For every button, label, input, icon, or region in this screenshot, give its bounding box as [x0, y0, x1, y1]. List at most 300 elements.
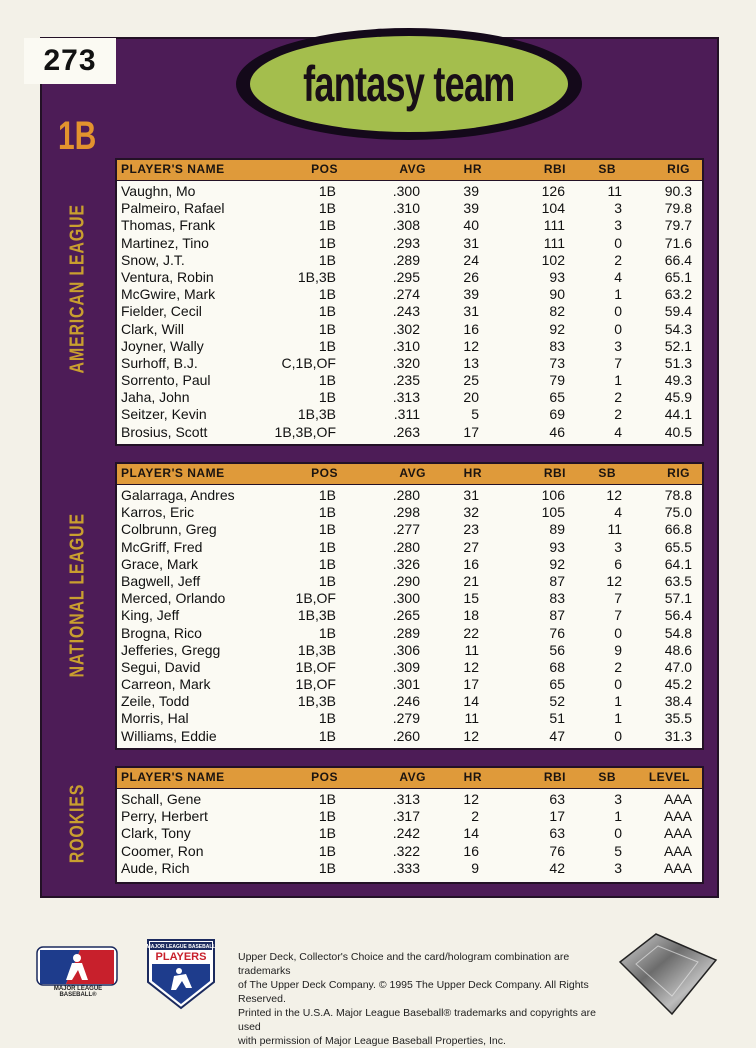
cell-stolen-bases: 3 [614, 200, 622, 217]
cell-stolen-bases: 3 [614, 859, 622, 876]
cell-home-runs: 15 [463, 590, 479, 607]
mlb-caption: MAJOR LEAGUE BASEBALL® [53, 986, 103, 998]
cell-rbi: 47 [549, 727, 565, 744]
cell-batting-average: .263 [392, 423, 420, 440]
cell-position: 1B,3B [297, 693, 336, 710]
cell-player-name: Segui, David [121, 658, 201, 675]
cell-rbi: 76 [549, 624, 565, 641]
players-logo-top-text: MAJOR LEAGUE BASEBALL [146, 944, 216, 950]
cell-batting-average: .242 [392, 825, 420, 842]
cell-position: 1B [318, 521, 336, 538]
position-label: 1B [58, 114, 97, 158]
cell-rating: 49.3 [664, 372, 692, 389]
legal-text [238, 950, 604, 1048]
cell-batting-average: .290 [392, 572, 420, 589]
cell-rbi: 90 [549, 286, 565, 303]
table-header [117, 160, 702, 181]
table-row [117, 556, 702, 573]
table-row [117, 791, 702, 808]
cell-stolen-bases: 0 [614, 320, 622, 337]
cell-rbi: 111 [543, 217, 565, 234]
cell-batting-average: .243 [392, 303, 420, 320]
header-batting-average: AVG [399, 466, 426, 480]
cell-position: 1B [318, 286, 336, 303]
cell-rating: 38.4 [664, 693, 692, 710]
header-position: POS [311, 466, 338, 480]
cell-rbi: 93 [549, 268, 565, 285]
header-rating: RIG [667, 162, 690, 176]
cell-player-name: Ventura, Robin [121, 268, 214, 285]
table-row [117, 693, 702, 710]
cell-rating: 79.7 [664, 217, 692, 234]
cell-stolen-bases: 3 [614, 217, 622, 234]
table-row [117, 573, 702, 590]
cell-batting-average: .279 [392, 710, 420, 727]
cell-position: 1B [318, 538, 336, 555]
cell-home-runs: 5 [471, 406, 479, 423]
header-home-runs: HR [463, 770, 482, 784]
table-row [117, 389, 702, 406]
cell-home-runs: 23 [463, 521, 479, 538]
cell-rating: 52.1 [664, 337, 692, 354]
cell-batting-average: .322 [392, 842, 420, 859]
table-row [117, 521, 702, 538]
cell-player-name: Aude, Rich [121, 859, 190, 876]
cell-position: 1B [318, 320, 336, 337]
cell-position: 1B,3B [297, 268, 336, 285]
table-row [117, 424, 702, 441]
table-row [117, 269, 702, 286]
cell-position: 1B [318, 710, 336, 727]
cell-batting-average: .302 [392, 320, 420, 337]
table-row [117, 659, 702, 676]
cell-stolen-bases: 9 [614, 641, 622, 658]
cell-rbi: 83 [549, 590, 565, 607]
cell-player-name: Seitzer, Kevin [121, 406, 207, 423]
table-row [117, 825, 702, 842]
cell-batting-average: .280 [392, 538, 420, 555]
cell-rating: 79.8 [664, 200, 692, 217]
header-rbi: RBI [543, 162, 566, 176]
cell-position: 1B,3B,OF [274, 423, 336, 440]
cell-home-runs: 2 [471, 808, 479, 825]
header-batting-average: AVG [399, 162, 426, 176]
cell-rbi: 92 [549, 555, 565, 572]
cell-rating: AAA [663, 791, 692, 807]
cell-rbi: 46 [549, 423, 565, 440]
cell-position: 1B [318, 504, 336, 521]
cell-rbi: 83 [549, 337, 565, 354]
header-player-name: PLAYER'S NAME [121, 162, 225, 176]
league-label-national: NATIONAL LEAGUE [66, 513, 89, 678]
cell-batting-average: .308 [392, 217, 420, 234]
cell-rating: 59.4 [664, 303, 692, 320]
cell-home-runs: 17 [463, 423, 479, 440]
cell-position: 1B [318, 825, 336, 842]
cell-player-name: Palmeiro, Rafael [121, 200, 225, 217]
cell-batting-average: .300 [392, 183, 420, 199]
cell-position: 1B,OF [295, 658, 336, 675]
cell-stolen-bases: 5 [614, 842, 622, 859]
cell-player-name: Schall, Gene [121, 791, 202, 807]
cell-player-name: Colbrunn, Greg [121, 521, 217, 538]
cell-position: 1B [318, 727, 336, 744]
cell-position: 1B [318, 487, 336, 503]
cell-batting-average: .320 [392, 354, 420, 371]
cell-rbi: 93 [549, 538, 565, 555]
cell-player-name: Galarraga, Andres [121, 487, 235, 503]
hologram-icon [616, 930, 720, 1016]
cell-player-name: Surhoff, B.J. [121, 354, 198, 371]
table-row [117, 235, 702, 252]
cell-stolen-bases: 7 [614, 590, 622, 607]
cell-home-runs: 11 [464, 641, 479, 658]
cell-batting-average: .289 [392, 251, 420, 268]
header-rating: RIG [667, 466, 690, 480]
header-stolen-bases: SB [598, 466, 616, 480]
cell-home-runs: 31 [463, 303, 479, 320]
cell-player-name: Coomer, Ron [121, 842, 204, 859]
cell-home-runs: 14 [463, 693, 479, 710]
cell-position: 1B,3B [297, 406, 336, 423]
cell-player-name: Merced, Orlando [121, 590, 226, 607]
table-row [117, 338, 702, 355]
cell-home-runs: 11 [464, 710, 479, 727]
cell-rating: 40.5 [664, 423, 692, 440]
cell-position: 1B,OF [295, 676, 336, 693]
cell-home-runs: 17 [463, 676, 479, 693]
cell-batting-average: .317 [392, 808, 420, 825]
cell-home-runs: 13 [463, 354, 479, 371]
table-row [117, 808, 702, 825]
cell-batting-average: .274 [392, 286, 420, 303]
cell-batting-average: .277 [392, 521, 420, 538]
cell-rbi: 111 [543, 234, 565, 251]
rookies-table [115, 766, 704, 884]
cell-rbi: 51 [549, 710, 565, 727]
cell-batting-average: .310 [392, 200, 420, 217]
cell-batting-average: .333 [392, 859, 420, 876]
cell-batting-average: .300 [392, 590, 420, 607]
header-player-name: PLAYER'S NAME [121, 770, 225, 784]
players-association-logo [146, 938, 216, 1010]
cell-rbi: 63 [549, 791, 565, 807]
cell-rbi: 106 [541, 487, 565, 503]
cell-rbi: 102 [541, 251, 565, 268]
cell-player-name: Clark, Tony [121, 825, 191, 842]
cell-rating: 57.1 [664, 590, 692, 607]
cell-home-runs: 16 [463, 842, 479, 859]
cell-stolen-bases: 0 [614, 727, 622, 744]
players-logo-word: PLAYERS [155, 951, 207, 963]
cell-position: 1B [318, 842, 336, 859]
cell-rating: AAA [663, 859, 692, 876]
cell-rating: 45.2 [664, 676, 692, 693]
header-position: POS [311, 770, 338, 784]
table-header [117, 464, 702, 485]
table-header [117, 768, 702, 789]
cell-rating: 54.3 [664, 320, 692, 337]
cell-stolen-bases: 6 [614, 555, 622, 572]
cell-position: 1B,OF [295, 590, 336, 607]
cell-position: 1B,3B [297, 641, 336, 658]
cell-rating: 48.6 [664, 641, 692, 658]
table-row [117, 406, 702, 423]
cell-stolen-bases: 4 [614, 504, 622, 521]
cell-player-name: Brogna, Rico [121, 624, 202, 641]
cell-player-name: Jefferies, Gregg [121, 641, 221, 658]
table-row [117, 728, 702, 745]
cell-rbi: 65 [549, 676, 565, 693]
cell-home-runs: 27 [463, 538, 479, 555]
title-oval [250, 36, 568, 132]
cell-player-name: Brosius, Scott [121, 423, 208, 440]
cell-stolen-bases: 1 [614, 808, 622, 825]
header-player-name: PLAYER'S NAME [121, 466, 225, 480]
cell-home-runs: 16 [463, 320, 479, 337]
cell-position: 1B [318, 572, 336, 589]
cell-rbi: 105 [541, 504, 565, 521]
cell-rating: AAA [663, 842, 692, 859]
cell-player-name: Morris, Hal [121, 710, 189, 727]
cell-stolen-bases: 2 [614, 251, 622, 268]
cell-position: 1B [318, 372, 336, 389]
card-number: 273 [24, 38, 116, 84]
cell-batting-average: .280 [392, 487, 420, 503]
cell-player-name: Joyner, Wally [121, 337, 204, 354]
cell-player-name: Zeile, Todd [121, 693, 190, 710]
cell-batting-average: .301 [392, 676, 420, 693]
cell-position: 1B [318, 859, 336, 876]
cell-player-name: McGwire, Mark [121, 286, 216, 303]
cell-home-runs: 12 [463, 337, 479, 354]
cell-stolen-bases: 1 [614, 710, 622, 727]
legal-line-2: of The Upper Deck Company. © 1995 The Upper Deck Company. All Rights Reserved. [238, 979, 589, 1005]
cell-rating: 64.1 [664, 555, 692, 572]
cell-rating: AAA [663, 808, 692, 825]
cell-home-runs: 14 [463, 825, 479, 842]
legal-line-1: Upper Deck, Collector's Choice and the card/hologram combination are trademarks [238, 951, 570, 977]
cell-position: 1B [318, 200, 336, 217]
table-row [117, 642, 702, 659]
cell-rbi: 17 [549, 808, 565, 825]
cell-stolen-bases: 1 [614, 693, 622, 710]
cell-rating: 63.5 [664, 572, 692, 589]
cell-home-runs: 12 [463, 658, 479, 675]
cell-home-runs: 22 [463, 624, 479, 641]
cell-rating: 78.8 [664, 487, 692, 503]
cell-home-runs: 12 [463, 727, 479, 744]
cell-home-runs: 31 [463, 487, 479, 503]
cell-position: 1B [318, 791, 336, 807]
cell-rating: 45.9 [664, 389, 692, 406]
cell-rbi: 42 [549, 859, 565, 876]
header-batting-average: AVG [399, 770, 426, 784]
cell-rating: 66.8 [664, 521, 692, 538]
table-row [117, 504, 702, 521]
header-stolen-bases: SB [598, 770, 616, 784]
table-row [117, 539, 702, 556]
cell-stolen-bases: 12 [606, 572, 622, 589]
table-row [117, 843, 702, 860]
cell-stolen-bases: 2 [614, 389, 622, 406]
header-rbi: RBI [543, 770, 566, 784]
cell-position: 1B [318, 217, 336, 234]
cell-rbi: 104 [541, 200, 565, 217]
cell-home-runs: 32 [463, 504, 479, 521]
table-row [117, 355, 702, 372]
table-row [117, 625, 702, 642]
cell-rating: 31.3 [664, 727, 692, 744]
table-row [117, 321, 702, 338]
cell-batting-average: .289 [392, 624, 420, 641]
cell-rating: 65.5 [664, 538, 692, 555]
cell-rbi: 52 [549, 693, 565, 710]
cell-stolen-bases: 0 [614, 676, 622, 693]
cell-rbi: 126 [541, 183, 565, 199]
cell-rbi: 73 [549, 354, 565, 371]
cell-rbi: 89 [549, 521, 565, 538]
header-rbi: RBI [543, 466, 566, 480]
legal-line-3: Printed in the U.S.A. Major League Baseball® trademarks and copyrights are used [238, 1007, 596, 1033]
cell-stolen-bases: 4 [614, 423, 622, 440]
card-title: fantasy team [303, 56, 515, 112]
cell-batting-average: .235 [392, 372, 420, 389]
cell-batting-average: .306 [392, 641, 420, 658]
cell-stolen-bases: 12 [606, 487, 622, 503]
cell-position: 1B [318, 555, 336, 572]
cell-home-runs: 26 [463, 268, 479, 285]
cell-player-name: Clark, Will [121, 320, 184, 337]
cell-stolen-bases: 0 [614, 825, 622, 842]
cell-batting-average: .246 [392, 693, 420, 710]
cell-position: 1B [318, 389, 336, 406]
cell-home-runs: 39 [463, 183, 479, 199]
cell-rating: 47.0 [664, 658, 692, 675]
cell-stolen-bases: 7 [614, 607, 622, 624]
cell-home-runs: 9 [471, 859, 479, 876]
cell-stolen-bases: 4 [614, 268, 622, 285]
cell-position: 1B [318, 234, 336, 251]
cell-player-name: Bagwell, Jeff [121, 572, 201, 589]
cell-batting-average: .310 [392, 337, 420, 354]
cell-home-runs: 40 [463, 217, 479, 234]
cell-stolen-bases: 0 [614, 624, 622, 641]
cell-stolen-bases: 2 [614, 406, 622, 423]
cell-rating: 75.0 [664, 504, 692, 521]
cell-player-name: McGriff, Fred [121, 538, 203, 555]
cell-player-name: Williams, Eddie [121, 727, 217, 744]
cell-position: 1B [318, 251, 336, 268]
header-position: POS [311, 162, 338, 176]
cell-stolen-bases: 11 [607, 521, 622, 538]
national-league-table [115, 462, 704, 750]
header-home-runs: HR [463, 466, 482, 480]
cell-stolen-bases: 1 [614, 286, 622, 303]
cell-home-runs: 18 [463, 607, 479, 624]
cell-home-runs: 12 [463, 791, 479, 807]
cell-batting-average: .326 [392, 555, 420, 572]
cell-home-runs: 20 [463, 389, 479, 406]
cell-position: 1B [318, 183, 336, 199]
cell-home-runs: 21 [463, 572, 479, 589]
cell-rbi: 68 [549, 658, 565, 675]
cell-batting-average: .265 [392, 607, 420, 624]
cell-player-name: Snow, J.T. [121, 251, 185, 268]
cell-rating: 44.1 [664, 406, 692, 423]
cell-rating: 65.1 [664, 268, 692, 285]
cell-rating: 90.3 [664, 183, 692, 199]
cell-home-runs: 24 [463, 251, 479, 268]
table-row [117, 372, 702, 389]
cell-home-runs: 39 [463, 286, 479, 303]
american-league-table [115, 158, 704, 446]
cell-rating: 56.4 [664, 607, 692, 624]
cell-stolen-bases: 3 [614, 538, 622, 555]
cell-rbi: 92 [549, 320, 565, 337]
cell-player-name: Grace, Mark [121, 555, 199, 572]
cell-home-runs: 31 [463, 234, 479, 251]
cell-position: C,1B,OF [281, 354, 336, 371]
cell-player-name: King, Jeff [121, 607, 180, 624]
cell-rating: 63.2 [664, 286, 692, 303]
cell-batting-average: .313 [392, 791, 420, 807]
table-row [117, 710, 702, 727]
cell-rbi: 87 [549, 572, 565, 589]
cell-rating: 54.8 [664, 624, 692, 641]
header-rating: LEVEL [648, 770, 690, 784]
cell-rbi: 87 [549, 607, 565, 624]
cell-position: 1B [318, 808, 336, 825]
cell-home-runs: 39 [463, 200, 479, 217]
cell-rating: 35.5 [664, 710, 692, 727]
cell-rbi: 82 [549, 303, 565, 320]
cell-stolen-bases: 3 [614, 337, 622, 354]
cell-batting-average: .298 [392, 504, 420, 521]
table-row [117, 217, 702, 234]
cell-stolen-bases: 3 [614, 791, 622, 807]
table-row [117, 252, 702, 269]
table-row [117, 607, 702, 624]
cell-player-name: Thomas, Frank [121, 217, 216, 234]
league-label-american: AMERICAN LEAGUE [66, 204, 89, 374]
cell-player-name: Karros, Eric [121, 504, 195, 521]
cell-home-runs: 25 [463, 372, 479, 389]
cell-stolen-bases: 0 [614, 303, 622, 320]
cell-rbi: 76 [549, 842, 565, 859]
cell-rating: 51.3 [664, 354, 692, 371]
cell-player-name: Jaha, John [121, 389, 190, 406]
table-row [117, 183, 702, 200]
header-stolen-bases: SB [598, 162, 616, 176]
table-row [117, 590, 702, 607]
cell-player-name: Perry, Herbert [121, 808, 208, 825]
cell-player-name: Vaughn, Mo [121, 183, 196, 199]
legal-line-4: with permission of Major League Baseball Properties, Inc. [238, 1035, 506, 1047]
header-home-runs: HR [463, 162, 482, 176]
cell-player-name: Martinez, Tino [121, 234, 209, 251]
cell-stolen-bases: 7 [614, 354, 622, 371]
cell-player-name: Carreon, Mark [121, 676, 211, 693]
table-row [117, 200, 702, 217]
cell-batting-average: .309 [392, 658, 420, 675]
cell-player-name: Sorrento, Paul [121, 372, 211, 389]
cell-player-name: Fielder, Cecil [121, 303, 202, 320]
cell-home-runs: 16 [463, 555, 479, 572]
cell-position: 1B,3B [297, 607, 336, 624]
cell-batting-average: .311 [393, 406, 420, 423]
table-row [117, 676, 702, 693]
